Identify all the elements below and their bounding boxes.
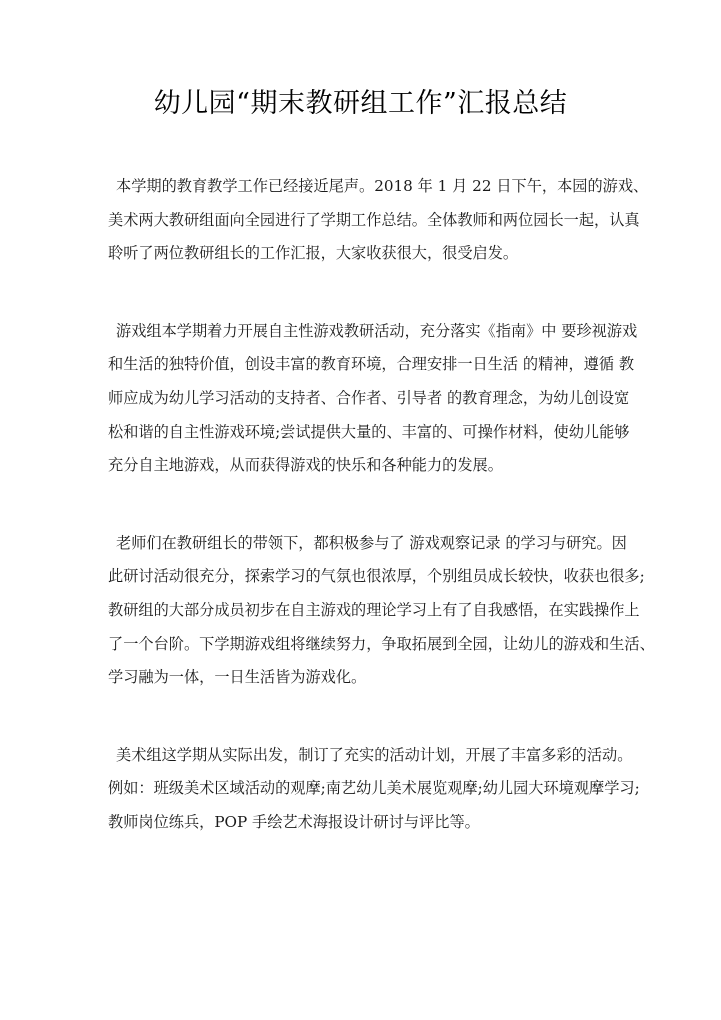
paragraph-game-group <box>108 315 638 483</box>
text-line: 本学期的教育教学工作已经接近尾声。2018 年 1 月 22 日下午，本园的游戏、 <box>116 177 649 195</box>
text-line: 教研组的大部分成员初步在自主游戏的理论学习上有了自我感悟，在实践操作上 <box>108 600 640 619</box>
text-line: 老师们在教研组长的带领下，都积极参与了 游戏观察记录 的学习与研究。因 <box>116 533 627 552</box>
text-line: 松和谐的自主性游戏环境;尝试提供大量的、丰富的、可操作材料，使幼儿能够 <box>108 422 630 441</box>
paragraph-teachers <box>108 527 655 695</box>
text-line: 聆听了两位教研组长的工作汇报，大家收获很大，很受启发。 <box>108 244 519 263</box>
text-line: 和生活的独特价值，创设丰富的教育环境，合理安排一日生活 的精神，遵循 教 <box>108 355 635 374</box>
text-line: 例如：班级美术区域活动的观摩;南艺幼儿美术展览观摩;幼儿园大环境观摩学习; <box>108 779 640 798</box>
text-line: 师应成为幼儿学习活动的支持者、合作者、引导者 的教育理念，为幼儿创设宽 <box>108 388 630 407</box>
document-body <box>108 170 655 884</box>
text-line: 游戏组本学期着力开展自主性游戏教研活动，充分落实《指南》中 要珍视游戏 <box>116 321 638 340</box>
text-line: 美术组这学期从实际出发，制订了充实的活动计划，开展了丰富多彩的活动。 <box>116 745 633 764</box>
document-title: 幼儿园“期末教研组工作”汇报总结 <box>153 88 568 119</box>
text-line: 了一个台阶。下学期游戏组将继续努力，争取拓展到全园，让幼儿的游戏和生活、 <box>108 634 655 653</box>
text-line: 教师岗位练兵，POP 手绘艺术海报设计研讨与评比等。 <box>108 812 480 831</box>
text-line: 充分自主地游戏，从而获得游戏的快乐和各种能力的发展。 <box>108 456 503 475</box>
text-line: 此研讨活动很充分，探索学习的气氛也很浓厚，个别组员成长较快，收获也很多; <box>108 567 645 586</box>
paragraph-art-group <box>108 739 640 840</box>
text-line: 学习融为一体，一日生活皆为游戏化。 <box>108 668 367 687</box>
paragraph-intro <box>108 170 649 271</box>
text-line: 美术两大教研组面向全园进行了学期工作总结。全体教师和两位园长一起，认真 <box>108 210 640 229</box>
